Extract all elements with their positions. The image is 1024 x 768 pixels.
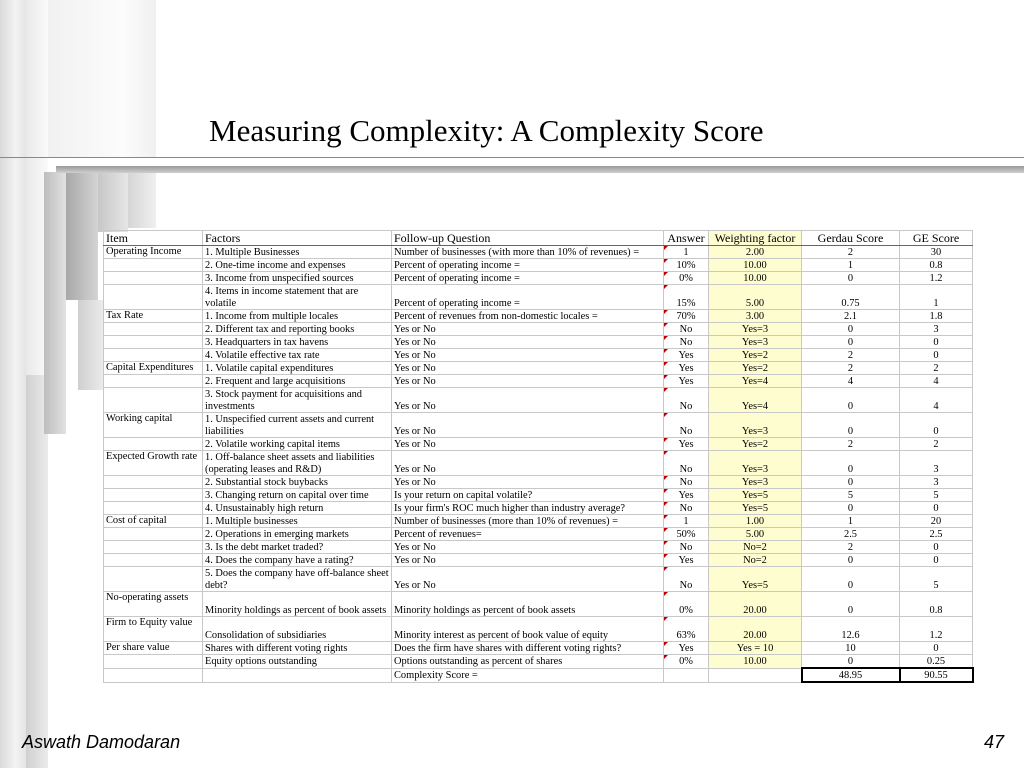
ge-score-cell: 0 <box>900 502 973 515</box>
ge-score-cell: 2 <box>900 362 973 375</box>
gerdau-score-cell: 0 <box>802 413 900 438</box>
weighting-factor-cell: No=2 <box>709 541 802 554</box>
gerdau-score-cell: 10 <box>802 642 900 655</box>
item-cell <box>104 567 203 592</box>
answer-cell: Yes <box>664 489 709 502</box>
question-cell: Yes or No <box>392 323 664 336</box>
ge-score-cell: 2 <box>900 438 973 451</box>
ge-score-cell: 0 <box>900 642 973 655</box>
question-cell: Number of businesses (more than 10% of revenues) = <box>392 515 664 528</box>
table-row <box>104 617 973 642</box>
answer-cell: 50% <box>664 528 709 541</box>
answer-cell: No <box>664 502 709 515</box>
total-label: Complexity Score = <box>392 668 664 682</box>
gerdau-score-cell: 0 <box>802 554 900 567</box>
factor-cell: Shares with different voting rights <box>203 642 392 655</box>
answer-cell: No <box>664 451 709 476</box>
item-cell <box>104 476 203 489</box>
factor-cell: 1. Off-balance sheet assets and liabilities (operating leases and R&D) <box>203 451 392 476</box>
item-cell <box>104 375 203 388</box>
answer-cell: No <box>664 336 709 349</box>
total-item-cell <box>104 668 203 682</box>
table-row <box>104 567 973 592</box>
weighting-factor-cell: Yes=3 <box>709 476 802 489</box>
ge-score-cell: 0 <box>900 349 973 362</box>
factor-cell: 3. Stock payment for acquisitions and investments <box>203 388 392 413</box>
table-row <box>104 451 973 476</box>
question-cell: Options outstanding as percent of shares <box>392 655 664 669</box>
gerdau-score-cell: 0 <box>802 502 900 515</box>
ge-score-cell: 2.5 <box>900 528 973 541</box>
decor-bar <box>48 0 156 158</box>
complexity-score-table <box>103 230 974 683</box>
item-cell: Firm to Equity value <box>104 617 203 642</box>
table-row <box>104 375 973 388</box>
table-row <box>104 323 973 336</box>
gerdau-score-cell: 0 <box>802 567 900 592</box>
gerdau-score-cell: 0 <box>802 336 900 349</box>
gerdau-score-cell: 2 <box>802 362 900 375</box>
weighting-factor-cell: Yes=4 <box>709 375 802 388</box>
item-cell <box>104 272 203 285</box>
item-cell <box>104 541 203 554</box>
table-row <box>104 476 973 489</box>
table-row <box>104 502 973 515</box>
ge-score-cell: 3 <box>900 451 973 476</box>
item-cell <box>104 285 203 310</box>
ge-score-cell: 1 <box>900 285 973 310</box>
factor-cell: 4. Unsustainably high return <box>203 502 392 515</box>
column-header-answer: Answer <box>664 231 709 246</box>
table-row <box>104 554 973 567</box>
table-row <box>104 246 973 259</box>
question-cell: Number of businesses (with more than 10% of revenues) = <box>392 246 664 259</box>
factor-cell: 2. One-time income and expenses <box>203 259 392 272</box>
question-cell: Yes or No <box>392 413 664 438</box>
factor-cell: Equity options outstanding <box>203 655 392 669</box>
table-row <box>104 413 973 438</box>
gerdau-score-cell: 0.75 <box>802 285 900 310</box>
factor-cell: 3. Headquarters in tax havens <box>203 336 392 349</box>
decor-bar <box>78 300 104 390</box>
answer-cell: 0% <box>664 592 709 617</box>
question-cell: Yes or No <box>392 451 664 476</box>
weighting-factor-cell: 20.00 <box>709 617 802 642</box>
answer-cell: Yes <box>664 554 709 567</box>
total-weight-cell <box>709 668 802 682</box>
item-cell <box>104 438 203 451</box>
factor-cell: 2. Frequent and large acquisitions <box>203 375 392 388</box>
question-cell: Yes or No <box>392 554 664 567</box>
ge-score-cell: 0 <box>900 336 973 349</box>
table-row <box>104 515 973 528</box>
column-header-gerdau-score: Gerdau Score <box>802 231 900 246</box>
weighting-factor-cell: Yes=3 <box>709 413 802 438</box>
factor-cell: 1. Multiple businesses <box>203 515 392 528</box>
ge-score-cell: 4 <box>900 375 973 388</box>
factor-cell: 1. Income from multiple locales <box>203 310 392 323</box>
weighting-factor-cell: No=2 <box>709 554 802 567</box>
ge-score-cell: 1.2 <box>900 617 973 642</box>
table-row <box>104 438 973 451</box>
item-cell <box>104 655 203 669</box>
gerdau-score-cell: 0 <box>802 655 900 669</box>
footer-author: Aswath Damodaran <box>22 732 181 752</box>
table-row <box>104 388 973 413</box>
weighting-factor-cell: 10.00 <box>709 259 802 272</box>
total-row <box>104 668 973 682</box>
decor-bar <box>66 172 98 300</box>
gerdau-score-cell: 12.6 <box>802 617 900 642</box>
weighting-factor-cell: 2.00 <box>709 246 802 259</box>
ge-score-cell: 5 <box>900 567 973 592</box>
total-answer-cell <box>664 668 709 682</box>
answer-cell: No <box>664 323 709 336</box>
answer-cell: 63% <box>664 617 709 642</box>
factor-cell: 2. Substantial stock buybacks <box>203 476 392 489</box>
answer-cell: No <box>664 388 709 413</box>
weighting-factor-cell: 5.00 <box>709 285 802 310</box>
factor-cell: Minority holdings as percent of book assets <box>203 592 392 617</box>
ge-score-cell: 0 <box>900 413 973 438</box>
page-number: 47 <box>983 732 1004 752</box>
decor-bar <box>44 172 66 434</box>
question-cell: Percent of operating income = <box>392 285 664 310</box>
column-header-ge-score: GE Score <box>900 231 973 246</box>
gerdau-score-cell: 0 <box>802 451 900 476</box>
item-cell: Expected Growth rate <box>104 451 203 476</box>
factor-cell: 3. Income from unspecified sources <box>203 272 392 285</box>
column-header-weighting-factor: Weighting factor <box>709 231 802 246</box>
gerdau-score-cell: 5 <box>802 489 900 502</box>
question-cell: Minority interest as percent of book value of equity <box>392 617 664 642</box>
total-ge-score: 90.55 <box>900 668 973 682</box>
answer-cell: 15% <box>664 285 709 310</box>
total-gerdau-score: 48.95 <box>802 668 900 682</box>
gerdau-score-cell: 2 <box>802 438 900 451</box>
title-underline-bar <box>56 166 1024 173</box>
weighting-factor-cell: Yes=5 <box>709 567 802 592</box>
total-factor-cell <box>203 668 392 682</box>
gerdau-score-cell: 0 <box>802 323 900 336</box>
factor-cell: 2. Operations in emerging markets <box>203 528 392 541</box>
question-cell: Yes or No <box>392 388 664 413</box>
table-row <box>104 655 973 669</box>
ge-score-cell: 20 <box>900 515 973 528</box>
question-cell: Percent of revenues from non-domestic locales = <box>392 310 664 323</box>
weighting-factor-cell: Yes=5 <box>709 489 802 502</box>
item-cell <box>104 259 203 272</box>
factor-cell: 4. Items in income statement that are volatile <box>203 285 392 310</box>
gerdau-score-cell: 4 <box>802 375 900 388</box>
gerdau-score-cell: 0 <box>802 476 900 489</box>
ge-score-cell: 3 <box>900 476 973 489</box>
question-cell: Yes or No <box>392 476 664 489</box>
question-cell: Yes or No <box>392 438 664 451</box>
weighting-factor-cell: 1.00 <box>709 515 802 528</box>
gerdau-score-cell: 1 <box>802 259 900 272</box>
item-cell <box>104 323 203 336</box>
item-cell <box>104 554 203 567</box>
question-cell: Is your return on capital volatile? <box>392 489 664 502</box>
gerdau-score-cell: 0 <box>802 592 900 617</box>
item-cell: Tax Rate <box>104 310 203 323</box>
answer-cell: No <box>664 413 709 438</box>
factor-cell: 2. Different tax and reporting books <box>203 323 392 336</box>
table-row <box>104 642 973 655</box>
table-body <box>104 246 973 669</box>
factor-cell: 4. Does the company have a rating? <box>203 554 392 567</box>
item-cell <box>104 349 203 362</box>
weighting-factor-cell: Yes=2 <box>709 362 802 375</box>
ge-score-cell: 4 <box>900 388 973 413</box>
ge-score-cell: 30 <box>900 246 973 259</box>
item-cell: Capital Expenditures <box>104 362 203 375</box>
ge-score-cell: 0.8 <box>900 259 973 272</box>
table-row <box>104 349 973 362</box>
item-cell <box>104 502 203 515</box>
weighting-factor-cell: Yes=3 <box>709 336 802 349</box>
weighting-factor-cell: Yes=3 <box>709 451 802 476</box>
answer-cell: 0% <box>664 272 709 285</box>
item-cell: Cost of capital <box>104 515 203 528</box>
title-divider <box>0 157 1024 158</box>
factor-cell: 4. Volatile effective tax rate <box>203 349 392 362</box>
question-cell: Yes or No <box>392 541 664 554</box>
ge-score-cell: 1.2 <box>900 272 973 285</box>
weighting-factor-cell: 20.00 <box>709 592 802 617</box>
question-cell: Percent of operating income = <box>392 259 664 272</box>
item-cell <box>104 489 203 502</box>
question-cell: Percent of revenues= <box>392 528 664 541</box>
answer-cell: No <box>664 476 709 489</box>
decor-bar <box>128 172 156 228</box>
item-cell: Working capital <box>104 413 203 438</box>
ge-score-cell: 3 <box>900 323 973 336</box>
question-cell: Yes or No <box>392 349 664 362</box>
table-row <box>104 310 973 323</box>
ge-score-cell: 0.25 <box>900 655 973 669</box>
table-row <box>104 272 973 285</box>
table-row <box>104 489 973 502</box>
weighting-factor-cell: Yes=2 <box>709 349 802 362</box>
answer-cell: Yes <box>664 438 709 451</box>
item-cell <box>104 528 203 541</box>
table-row <box>104 285 973 310</box>
gerdau-score-cell: 1 <box>802 515 900 528</box>
item-cell: Operating Income <box>104 246 203 259</box>
question-cell: Is your firm's ROC much higher than industry average? <box>392 502 664 515</box>
gerdau-score-cell: 0 <box>802 272 900 285</box>
question-cell: Yes or No <box>392 362 664 375</box>
table-row <box>104 336 973 349</box>
ge-score-cell: 0 <box>900 541 973 554</box>
item-cell <box>104 336 203 349</box>
question-cell: Yes or No <box>392 567 664 592</box>
table-row <box>104 528 973 541</box>
answer-cell: 10% <box>664 259 709 272</box>
ge-score-cell: 0.8 <box>900 592 973 617</box>
factor-cell: 3. Is the debt market traded? <box>203 541 392 554</box>
factor-cell: 5. Does the company have off-balance sheet debt? <box>203 567 392 592</box>
item-cell: No-operating assets <box>104 592 203 617</box>
gerdau-score-cell: 2.5 <box>802 528 900 541</box>
weighting-factor-cell: 10.00 <box>709 272 802 285</box>
table-row <box>104 592 973 617</box>
answer-cell: Yes <box>664 349 709 362</box>
column-header-factors: Factors <box>203 231 392 246</box>
ge-score-cell: 0 <box>900 554 973 567</box>
table-row <box>104 259 973 272</box>
factor-cell: 1. Multiple Businesses <box>203 246 392 259</box>
answer-cell: No <box>664 541 709 554</box>
question-cell: Does the firm have shares with different voting rights? <box>392 642 664 655</box>
weighting-factor-cell: 10.00 <box>709 655 802 669</box>
question-cell: Minority holdings as percent of book assets <box>392 592 664 617</box>
column-header-item: Item <box>104 231 203 246</box>
gerdau-score-cell: 2 <box>802 246 900 259</box>
column-header-follow-up-question: Follow-up Question <box>392 231 664 246</box>
answer-cell: Yes <box>664 642 709 655</box>
answer-cell: 1 <box>664 515 709 528</box>
factor-cell: 1. Volatile capital expenditures <box>203 362 392 375</box>
weighting-factor-cell: Yes=2 <box>709 438 802 451</box>
weighting-factor-cell: Yes=5 <box>709 502 802 515</box>
factor-cell: 1. Unspecified current assets and current liabilities <box>203 413 392 438</box>
answer-cell: Yes <box>664 362 709 375</box>
answer-cell: Yes <box>664 375 709 388</box>
table-row <box>104 362 973 375</box>
weighting-factor-cell: Yes=4 <box>709 388 802 413</box>
answer-cell: 0% <box>664 655 709 669</box>
ge-score-cell: 5 <box>900 489 973 502</box>
weighting-factor-cell: Yes=3 <box>709 323 802 336</box>
question-cell: Percent of operating income = <box>392 272 664 285</box>
answer-cell: 70% <box>664 310 709 323</box>
answer-cell: 1 <box>664 246 709 259</box>
gerdau-score-cell: 2 <box>802 349 900 362</box>
factor-cell: Consolidation of subsidiaries <box>203 617 392 642</box>
question-cell: Yes or No <box>392 375 664 388</box>
weighting-factor-cell: 3.00 <box>709 310 802 323</box>
gerdau-score-cell: 2 <box>802 541 900 554</box>
factor-cell: 2. Volatile working capital items <box>203 438 392 451</box>
item-cell: Per share value <box>104 642 203 655</box>
gerdau-score-cell: 0 <box>802 388 900 413</box>
decor-bar <box>98 172 128 232</box>
weighting-factor-cell: Yes = 10 <box>709 642 802 655</box>
factor-cell: 3. Changing return on capital over time <box>203 489 392 502</box>
slide-title: Measuring Complexity: A Complexity Score <box>209 113 764 148</box>
answer-cell: No <box>664 567 709 592</box>
ge-score-cell: 1.8 <box>900 310 973 323</box>
weighting-factor-cell: 5.00 <box>709 528 802 541</box>
gerdau-score-cell: 2.1 <box>802 310 900 323</box>
question-cell: Yes or No <box>392 336 664 349</box>
table-header-row <box>104 231 973 246</box>
decor-bar <box>0 0 26 768</box>
table-row <box>104 541 973 554</box>
item-cell <box>104 388 203 413</box>
